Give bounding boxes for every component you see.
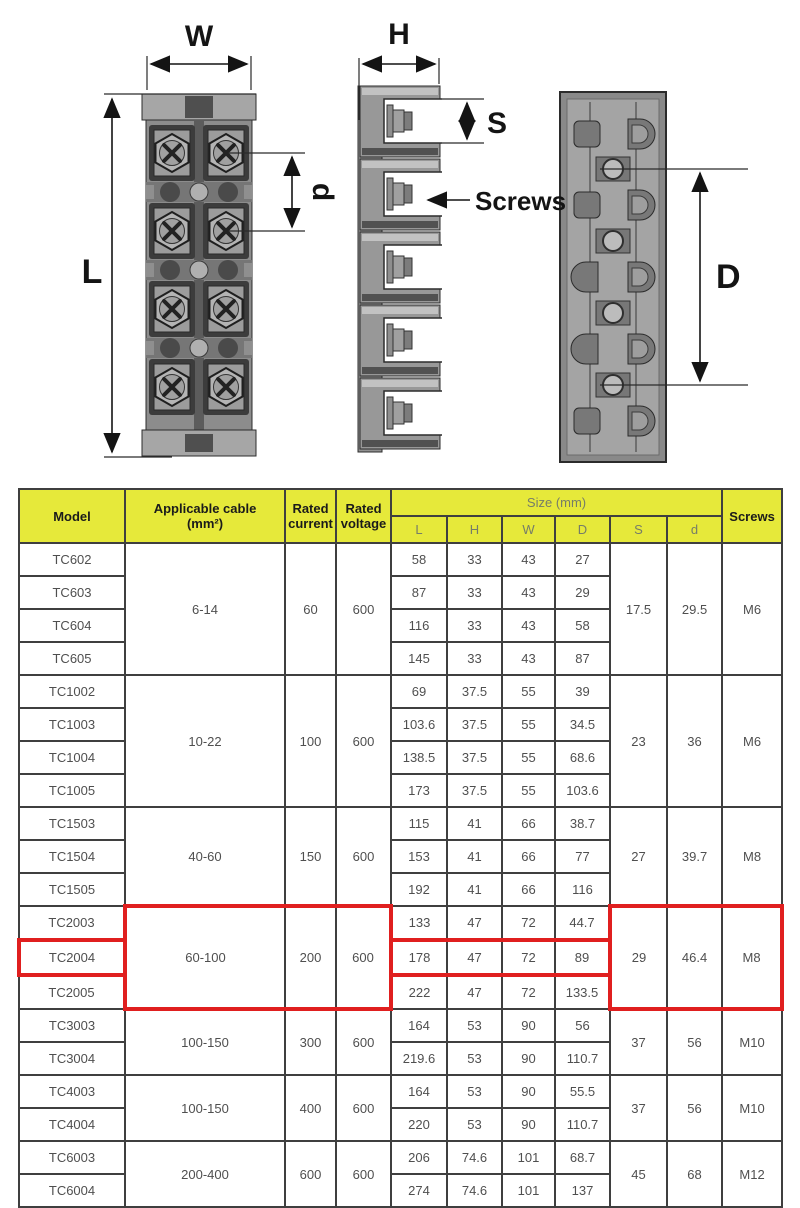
group-d-cell: 68 xyxy=(667,1141,722,1207)
model-cell: TC2003 xyxy=(19,906,125,940)
size-w-cell: 43 xyxy=(502,543,555,576)
group-s-cell: 29 xyxy=(610,906,667,1009)
size-h-cell: 53 xyxy=(447,1075,502,1108)
group-screws-cell: M6 xyxy=(722,675,782,807)
size-w-cell: 43 xyxy=(502,609,555,642)
bottom-view xyxy=(560,92,666,462)
model-cell: TC2005 xyxy=(19,975,125,1009)
col-header-voltage: Rated voltage xyxy=(336,489,391,543)
model-cell: TC1505 xyxy=(19,873,125,906)
group-screws-cell: M10 xyxy=(722,1009,782,1075)
spec-table-body xyxy=(19,489,782,1207)
group-cable-cell: 10-22 xyxy=(125,675,285,807)
size-w-cell: 72 xyxy=(502,906,555,940)
size-h-cell: 33 xyxy=(447,642,502,675)
size-d-cell: 137 xyxy=(555,1174,610,1207)
col-header-size-d: d xyxy=(667,516,722,543)
size-w-cell: 66 xyxy=(502,807,555,840)
size-d-cell: 34.5 xyxy=(555,708,610,741)
size-w-cell: 66 xyxy=(502,873,555,906)
dim-label-w: W xyxy=(184,20,214,53)
size-h-cell: 37.5 xyxy=(447,741,502,774)
size-h-cell: 41 xyxy=(447,840,502,873)
size-h-cell: 74.6 xyxy=(447,1141,502,1174)
model-cell: TC1002 xyxy=(19,675,125,708)
group-current-cell: 300 xyxy=(285,1009,336,1075)
size-w-cell: 90 xyxy=(502,1108,555,1141)
group-screws-cell: M8 xyxy=(722,906,782,1009)
group-current-cell: 600 xyxy=(285,1141,336,1207)
size-h-cell: 53 xyxy=(447,1042,502,1075)
size-h-cell: 37.5 xyxy=(447,708,502,741)
model-cell: TC605 xyxy=(19,642,125,675)
group-current-cell: 400 xyxy=(285,1075,336,1141)
group-s-cell: 37 xyxy=(610,1075,667,1141)
model-cell: TC3003 xyxy=(19,1009,125,1042)
model-cell: TC1504 xyxy=(19,840,125,873)
size-w-cell: 90 xyxy=(502,1009,555,1042)
size-w-cell: 72 xyxy=(502,975,555,1009)
size-l-cell: 133 xyxy=(391,906,447,940)
size-l-cell: 58 xyxy=(391,543,447,576)
dim-label-s: S xyxy=(486,107,508,140)
model-cell: TC4004 xyxy=(19,1108,125,1141)
size-d-cell: 38.7 xyxy=(555,807,610,840)
group-d-cell: 39.7 xyxy=(667,807,722,906)
size-w-cell: 55 xyxy=(502,675,555,708)
size-w-cell: 43 xyxy=(502,576,555,609)
dim-label-l: L xyxy=(81,253,103,291)
front-view xyxy=(142,94,256,456)
size-h-cell: 37.5 xyxy=(447,774,502,807)
group-voltage-cell: 600 xyxy=(336,1141,391,1207)
group-current-cell: 100 xyxy=(285,675,336,807)
col-header-size-w: W xyxy=(502,516,555,543)
size-d-cell: 55.5 xyxy=(555,1075,610,1108)
group-voltage-cell: 600 xyxy=(336,1009,391,1075)
size-h-cell: 41 xyxy=(447,807,502,840)
group-voltage-cell: 600 xyxy=(336,807,391,906)
col-header-size: Size (mm) xyxy=(391,489,722,516)
group-voltage-cell: 600 xyxy=(336,906,391,1009)
model-cell: TC602 xyxy=(19,543,125,576)
size-d-cell: 103.6 xyxy=(555,774,610,807)
size-d-cell: 87 xyxy=(555,642,610,675)
group-s-cell: 23 xyxy=(610,675,667,807)
model-cell: TC4003 xyxy=(19,1075,125,1108)
drawing-svg xyxy=(0,0,800,486)
size-l-cell: 192 xyxy=(391,873,447,906)
model-cell: TC1003 xyxy=(19,708,125,741)
model-cell: TC2004 xyxy=(19,940,125,975)
group-cable-cell: 6-14 xyxy=(125,543,285,675)
size-l-cell: 116 xyxy=(391,609,447,642)
group-s-cell: 37 xyxy=(610,1009,667,1075)
size-l-cell: 206 xyxy=(391,1141,447,1174)
group-voltage-cell: 600 xyxy=(336,543,391,675)
size-h-cell: 47 xyxy=(447,975,502,1009)
group-screws-cell: M12 xyxy=(722,1141,782,1207)
model-cell: TC604 xyxy=(19,609,125,642)
size-d-cell: 77 xyxy=(555,840,610,873)
size-w-cell: 90 xyxy=(502,1075,555,1108)
side-segments xyxy=(360,86,442,449)
col-header-current: Rated current xyxy=(285,489,336,543)
size-w-cell: 55 xyxy=(502,708,555,741)
group-cable-cell: 100-150 xyxy=(125,1075,285,1141)
size-d-cell: 133.5 xyxy=(555,975,610,1009)
size-d-cell: 27 xyxy=(555,543,610,576)
size-d-cell: 110.7 xyxy=(555,1042,610,1075)
size-d-cell: 56 xyxy=(555,1009,610,1042)
size-l-cell: 178 xyxy=(391,940,447,975)
model-cell: TC6003 xyxy=(19,1141,125,1174)
col-header-size-h: H xyxy=(447,516,502,543)
size-l-cell: 87 xyxy=(391,576,447,609)
model-cell: TC3004 xyxy=(19,1042,125,1075)
size-h-cell: 47 xyxy=(447,940,502,975)
group-s-cell: 17.5 xyxy=(610,543,667,675)
group-screws-cell: M6 xyxy=(722,543,782,675)
group-d-cell: 56 xyxy=(667,1075,722,1141)
size-w-cell: 90 xyxy=(502,1042,555,1075)
col-header-size-s: S xyxy=(610,516,667,543)
group-screws-cell: M10 xyxy=(722,1075,782,1141)
size-l-cell: 164 xyxy=(391,1075,447,1108)
col-header-screws: Screws xyxy=(722,489,782,543)
group-voltage-cell: 600 xyxy=(336,1075,391,1141)
model-cell: TC6004 xyxy=(19,1174,125,1207)
group-current-cell: 150 xyxy=(285,807,336,906)
group-d-cell: 29.5 xyxy=(667,543,722,675)
size-h-cell: 53 xyxy=(447,1009,502,1042)
size-h-cell: 37.5 xyxy=(447,675,502,708)
size-l-cell: 164 xyxy=(391,1009,447,1042)
group-d-cell: 36 xyxy=(667,675,722,807)
size-d-cell: 29 xyxy=(555,576,610,609)
size-l-cell: 274 xyxy=(391,1174,447,1207)
size-h-cell: 41 xyxy=(447,873,502,906)
model-cell: TC1005 xyxy=(19,774,125,807)
group-current-cell: 200 xyxy=(285,906,336,1009)
size-w-cell: 101 xyxy=(502,1174,555,1207)
size-l-cell: 69 xyxy=(391,675,447,708)
size-d-cell: 89 xyxy=(555,940,610,975)
model-cell: TC1503 xyxy=(19,807,125,840)
col-header-model: Model xyxy=(19,489,125,543)
group-d-cell: 56 xyxy=(667,1009,722,1075)
size-w-cell: 55 xyxy=(502,741,555,774)
size-d-cell: 58 xyxy=(555,609,610,642)
size-l-cell: 220 xyxy=(391,1108,447,1141)
size-d-cell: 110.7 xyxy=(555,1108,610,1141)
size-d-cell: 116 xyxy=(555,873,610,906)
size-w-cell: 55 xyxy=(502,774,555,807)
size-l-cell: 173 xyxy=(391,774,447,807)
col-header-cable: Applicable cable (mm²) xyxy=(125,489,285,543)
size-l-cell: 219.6 xyxy=(391,1042,447,1075)
col-header-size-l: L xyxy=(391,516,447,543)
size-h-cell: 33 xyxy=(447,576,502,609)
group-current-cell: 60 xyxy=(285,543,336,675)
size-l-cell: 115 xyxy=(391,807,447,840)
size-h-cell: 33 xyxy=(447,543,502,576)
size-l-cell: 138.5 xyxy=(391,741,447,774)
model-cell: TC603 xyxy=(19,576,125,609)
size-d-cell: 39 xyxy=(555,675,610,708)
size-h-cell: 47 xyxy=(447,906,502,940)
size-h-cell: 33 xyxy=(447,609,502,642)
group-d-cell: 46.4 xyxy=(667,906,722,1009)
technical-drawing xyxy=(0,0,800,486)
group-voltage-cell: 600 xyxy=(336,675,391,807)
col-header-size-d: D xyxy=(555,516,610,543)
side-view xyxy=(358,86,442,452)
size-d-cell: 68.6 xyxy=(555,741,610,774)
spec-table xyxy=(17,488,784,1208)
size-w-cell: 66 xyxy=(502,840,555,873)
size-w-cell: 101 xyxy=(502,1141,555,1174)
dim-label-big-d: D xyxy=(716,258,741,296)
group-s-cell: 45 xyxy=(610,1141,667,1207)
screws-label: Screws xyxy=(475,186,567,216)
group-cable-cell: 100-150 xyxy=(125,1009,285,1075)
size-d-cell: 68.7 xyxy=(555,1141,610,1174)
group-cable-cell: 200-400 xyxy=(125,1141,285,1207)
size-h-cell: 74.6 xyxy=(447,1174,502,1207)
model-cell: TC1004 xyxy=(19,741,125,774)
dim-label-h: H xyxy=(388,18,410,51)
group-screws-cell: M8 xyxy=(722,807,782,906)
size-l-cell: 103.6 xyxy=(391,708,447,741)
size-l-cell: 145 xyxy=(391,642,447,675)
group-cable-cell: 60-100 xyxy=(125,906,285,1009)
group-s-cell: 27 xyxy=(610,807,667,906)
size-w-cell: 43 xyxy=(502,642,555,675)
size-l-cell: 222 xyxy=(391,975,447,1009)
size-d-cell: 44.7 xyxy=(555,906,610,940)
dim-label-d: d xyxy=(306,182,339,202)
size-l-cell: 153 xyxy=(391,840,447,873)
size-w-cell: 72 xyxy=(502,940,555,975)
size-h-cell: 53 xyxy=(447,1108,502,1141)
group-cable-cell: 40-60 xyxy=(125,807,285,906)
